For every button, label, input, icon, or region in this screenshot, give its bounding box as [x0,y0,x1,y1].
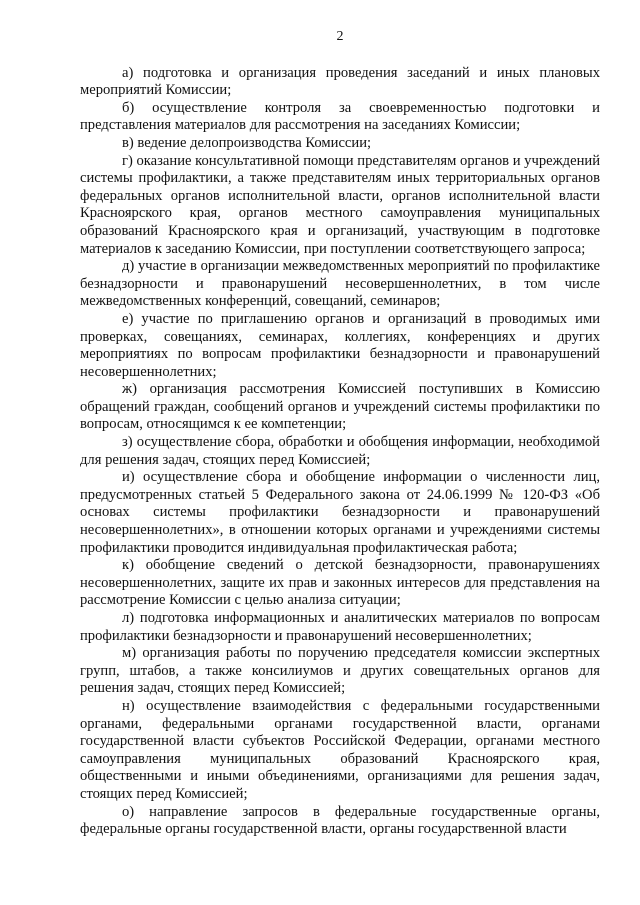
paragraph-k: к) обобщение сведений о детской безнадзорности, правонарушениях несовершеннолетних, защите их прав и законных интересов для представления на рассмотрение Комиссии с целью анализа ситуации; [80,557,600,609]
paragraph-a: а) подготовка и организация проведения заседаний и иных плановых мероприятий Комиссии; [80,64,600,99]
paragraph-v: в) ведение делопроизводства Комиссии; [122,134,372,151]
paragraph-g: г) оказание консультативной помощи представителям органов и учреждений системы профилактики, а также представителям иных территориальных органов федеральных органов исполнительной власти, органов исполнительной власти Красноярского края, органов местного самоуправления муниципальных образований Красноярского края и организаций, участвующим в подготовке материалов к заседанию Комиссии, при поступлении соответствующего запроса; [80,152,601,257]
paragraph-l: л) подготовка информационных и аналитических материалов по вопросам профилактики безнадзорности и правонарушений несовершеннолетних; [80,610,600,644]
paragraph-o: о) направление запросов в федеральные государственные органы, федеральные органы государственной власти, органы государственной власти [80,803,600,838]
paragraph-n: н) осуществление взаимодействия с федеральными государственными органами, федеральными органами государственной власти, органами государственной власти субъектов Российской Федерации, органами местного самоуправления муниципальных образований Красноярского края, общественными и иными объединениями, организациями для решения задач, стоящих перед Комиссией; [80,697,600,802]
page-number: 2 [336,29,344,44]
paragraph-zh: ж) организация рассмотрения Комиссией поступивших в Комиссию обращений граждан, сообщений органов и учреждений системы профилактики по вопросам, относящимся к ее компетенции; [80,381,600,433]
paragraph-z: з) осуществление сбора, обработки и обобщения информации, необходимой для решения задач, стоящих перед Комиссией; [80,434,600,468]
paragraph-e: е) участие по приглашению органов и организаций в проводимых ими проверках, совещаниях, семинарах, коллегиях, конференциях и других мероприятиях по вопросам профилактики безнадзорности и правонарушений несовершеннолетних; [80,310,600,380]
paragraph-b: б) осуществление контроля за своевременностью подготовки и представления материалов для рассмотрения на заседаниях Комиссии; [80,99,600,134]
document-body [80,65,600,839]
paragraph-d: д) участие в организации межведомственных мероприятий по профилактике безнадзорности и правонарушений несовершеннолетних, в том числе межведомственных конференций, совещаний, семинаров; [80,258,600,310]
paragraph-m: м) организация работы по поручению председателя комиссии экспертных групп, штабов, а также консилиумов и других совещательных органов для решения задач, стоящих перед Комиссией; [80,645,600,697]
paragraph-i: и) осуществление сбора и обобщение информации о численности лиц, предусмотренных статьей 5 Федерального закона от 24.06.1999 № 120-ФЗ «Об основах системы профилактики безнадзорности и правонарушений несовершеннолетних», в отношении которых органами и учреждениями системы профилактики проводится индивидуальная профилактическая работа; [80,469,600,556]
